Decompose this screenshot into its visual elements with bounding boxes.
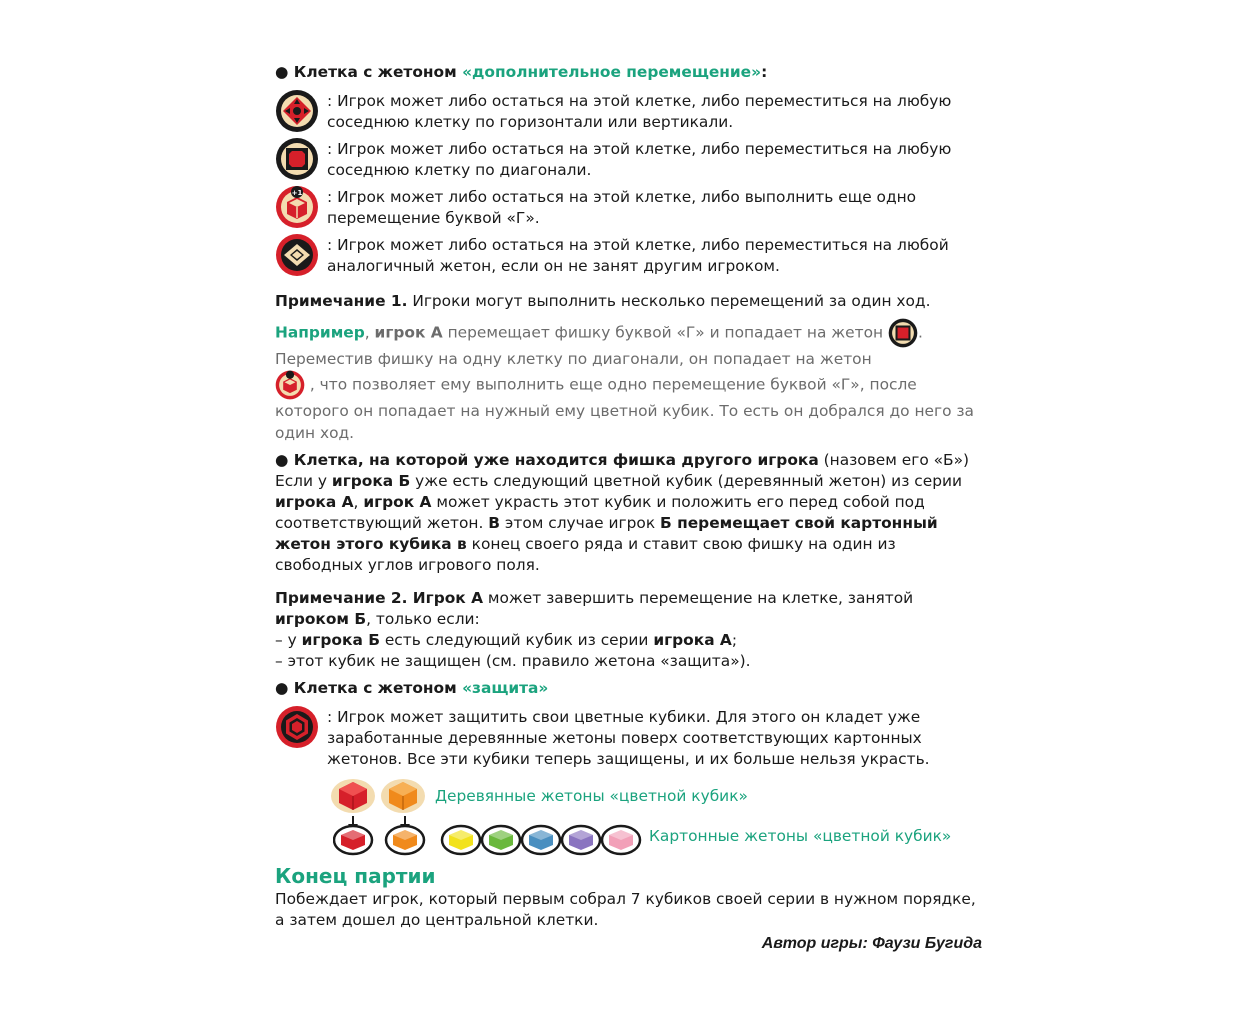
rules-page	[275, 62, 985, 931]
author-credit: Автор игры: Фаузи Бугида	[761, 935, 982, 952]
example-label: Например	[275, 323, 365, 342]
end-of-game-heading: Конец партии	[275, 864, 436, 888]
token-description: : Игрок может либо остаться на этой клетке, либо выполнить еще одно перемещение буквой «Г».	[327, 188, 917, 227]
text: – этот кубик не защищен (см. правило жетона «защита»).	[275, 652, 751, 670]
bold-text: В	[488, 514, 501, 532]
example-player: игрок А	[374, 323, 443, 342]
cardboard-cube-token-icon	[562, 826, 600, 854]
text: (назовем его «Б»)	[818, 451, 970, 469]
wooden-orange-cube-icon	[381, 778, 425, 814]
text: , только если:	[366, 610, 480, 628]
svg-text:+1: +1	[291, 189, 303, 197]
token-description: : Игрок может либо остаться на этой клетке, либо переместиться на любую соседнюю клетку по горизонтали или вертикали.	[327, 92, 952, 131]
token-description: : Игрок может либо остаться на этой клетке, либо переместиться на любую соседнюю клетку по диагонали.	[327, 140, 952, 179]
note-2	[275, 588, 985, 672]
cardboard-cube-token-icon	[602, 826, 640, 854]
example-text: перемещает фишку буквой «Г» и попадает на жетон	[442, 323, 888, 342]
example-text: , что позволяет ему выполнить еще одно перемещение буквой «Г», после которого он попадает на нужный ему цветной кубик. То есть он добрался до него за один ход.	[275, 375, 974, 442]
text: может завершить перемещение на клетке, занятой	[483, 589, 914, 607]
cardboard-legend-label: Картонные жетоны «цветной кубик»	[649, 826, 952, 845]
cardboard-cube-token-icon	[386, 826, 424, 854]
wooden-red-cube-icon	[331, 778, 375, 814]
text: есть следующий кубик из серии	[379, 631, 654, 649]
occupied-cell-section	[275, 450, 985, 576]
bullet-label: ● Клетка с жетоном	[275, 63, 463, 81]
cardboard-cubes-row	[333, 816, 985, 856]
text: – у	[275, 631, 302, 649]
extra-knight-move-token-icon	[275, 185, 319, 229]
token-name: «защита»	[462, 679, 549, 697]
cardboard-cube-token-icon	[442, 826, 480, 854]
bold-text: игроком Б	[275, 610, 367, 628]
wooden-legend-label: Деревянные жетоны «цветной кубик»	[435, 786, 748, 805]
bold-text: игрока А	[653, 631, 732, 649]
diagonal-move-token-icon	[888, 318, 918, 348]
token-row	[275, 185, 985, 229]
example-paragraph	[275, 318, 985, 444]
note-1	[275, 291, 985, 312]
bold-text: игрока Б	[331, 472, 411, 490]
extra-knight-move-token-icon	[275, 370, 305, 400]
bold-text: Б перемещает свой картонный жетон этого кубика в	[275, 514, 938, 553]
cardboard-cube-token-icon	[482, 826, 520, 854]
bullet-label: ● Клетка с жетоном	[275, 679, 463, 697]
orthogonal-move-token-icon	[275, 89, 319, 133]
cube-legend	[331, 778, 985, 856]
shield-token-icon	[275, 705, 319, 749]
token-row	[275, 233, 985, 277]
bold-text: игрока А	[275, 493, 354, 511]
end-of-game-text: Побеждает игрок, который первым собрал 7 кубиков своей серии в нужном порядке, а затем дошел до центральной клетки.	[275, 890, 976, 929]
text: Если у	[275, 472, 332, 490]
colon: :	[761, 63, 768, 81]
cardboard-cubes-icons	[333, 816, 643, 856]
text: уже есть следующий цветной кубик (деревянный жетон) из серии	[410, 472, 962, 490]
example-text: . Переместив фишку на одну клетку по диагонали, он попадает на жетон	[275, 323, 923, 368]
text: конец своего ряда и ставит свою фишку на один из свободных углов игрового поля.	[275, 535, 896, 574]
cardboard-cube-token-icon	[334, 826, 372, 854]
note-label: Примечание 1.	[275, 292, 408, 310]
token-description: : Игрок может либо остаться на этой клетке, либо переместиться на любой аналогичный жетон, если он не занят другим игроком.	[327, 236, 949, 275]
token-name: «дополнительное перемещение»	[462, 63, 762, 81]
cardboard-cube-token-icon	[522, 826, 560, 854]
bold-text: игрока Б	[301, 631, 380, 649]
text: ;	[731, 631, 738, 649]
note-text: Игроки могут выполнить несколько перемещений за один ход.	[407, 292, 931, 310]
bold-text: игрок А	[363, 493, 432, 511]
protection-heading	[275, 678, 985, 699]
text: ,	[353, 493, 364, 511]
text: может украсть этот кубик и положить его перед собой под соответствующий жетон.	[275, 493, 925, 532]
token-row	[275, 705, 985, 770]
bold-text: ● Клетка, на которой уже находится фишка другого игрока	[275, 451, 819, 469]
token-row	[275, 137, 985, 181]
extra-move-heading	[275, 62, 985, 83]
diagonal-move-token-icon	[275, 137, 319, 181]
token-row	[275, 89, 985, 133]
note-label: Примечание 2. Игрок А	[275, 589, 484, 607]
comma: ,	[364, 323, 375, 342]
token-description: : Игрок может защитить свои цветные кубики. Для этого он кладет уже заработанные деревянные жетоны поверх соответствующих картонных жетонов. Все эти кубики теперь защищены, и их больше нельзя украсть.	[327, 708, 930, 768]
text: этом случае игрок	[500, 514, 661, 532]
teleport-token-icon	[275, 233, 319, 277]
wooden-cubes-row	[331, 778, 985, 814]
